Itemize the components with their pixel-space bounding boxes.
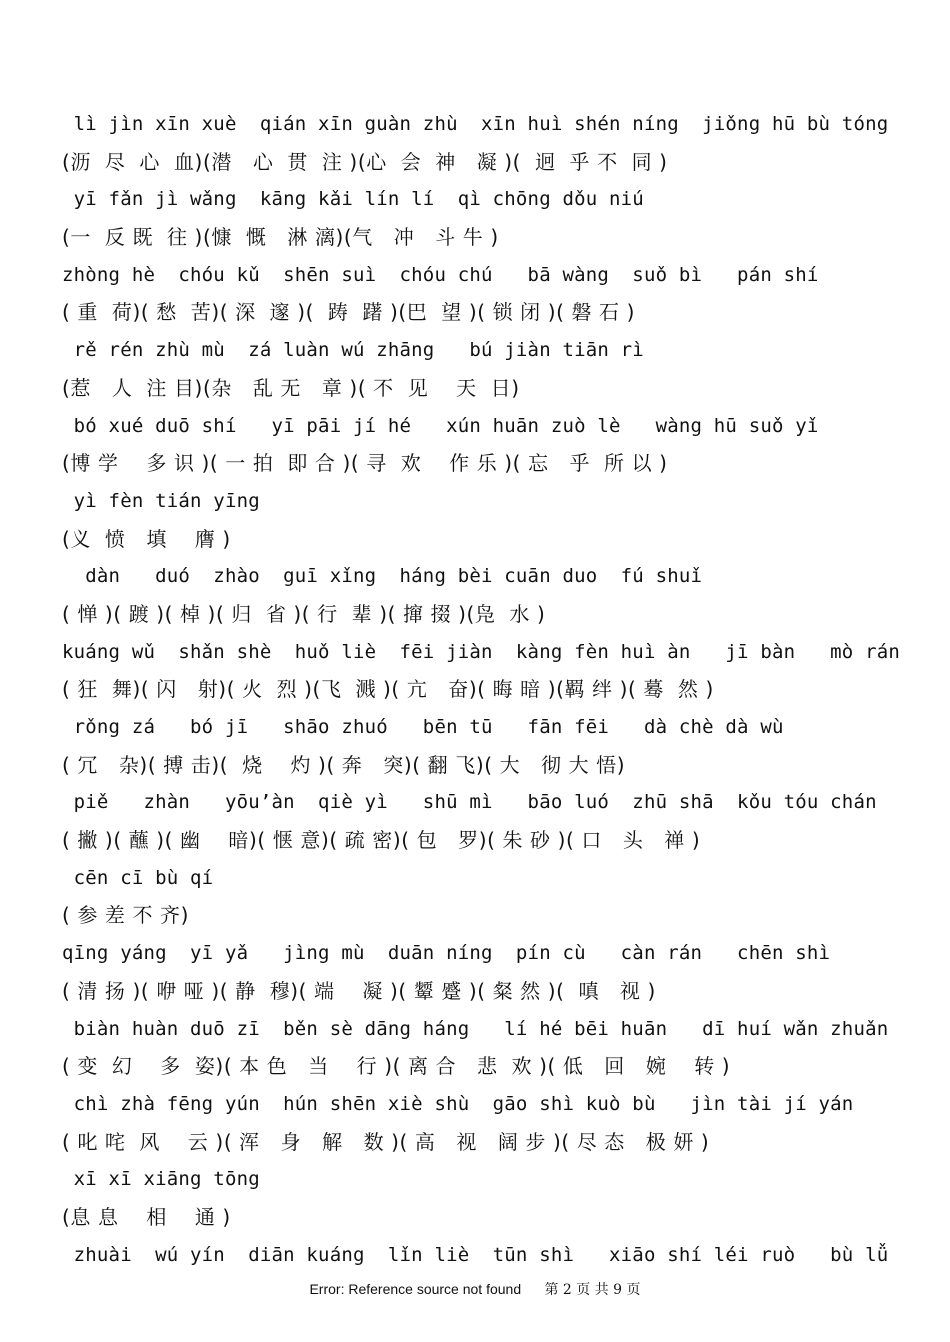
hanzi-line: (惹 人 注 目)(杂 乱 无 章 )( 不 见 天 日) bbox=[62, 375, 520, 400]
pinyin-line: bó xué duō shí yī pāi jí hé xún huān zuò lè wàng hū suǒ yǐ bbox=[62, 414, 819, 437]
pinyin-line: rǒng zá bó jī shāo zhuó bēn tū fān fēi dà chè dà wù bbox=[62, 716, 784, 738]
pinyin-line: dàn duó zhào guī xǐng háng bèi cuān duo fú shuǐ bbox=[62, 565, 703, 588]
hanzi-line: (息 息 相 通 ) bbox=[62, 1204, 231, 1229]
pinyin-line: rě rén zhù mù zá luàn wú zhāng bú jiàn tiān rì bbox=[62, 339, 644, 362]
hanzi-line: (博 学 多 识 )( 一 拍 即 合 )( 寻 欢 作 乐 )( 忘 乎 所 以 ) bbox=[62, 451, 668, 476]
pinyin-line: qīng yáng yī yǎ jìng mù duān níng pín cù càn rán chēn shì bbox=[62, 942, 831, 965]
pinyin-line: piě zhàn yōu’àn qiè yì shū mì bāo luó zhū shā kǒu tóu chán bbox=[62, 791, 877, 814]
hanzi-line: ( 重 荷)( 愁 苦)( 深 邃 )( 踌 躇 )(巴 望 )( 锁 闭 )( 磐 石 ) bbox=[62, 300, 636, 325]
hanzi-line: ( 叱 咤 风 云 )( 浑 身 解 数 )( 高 视 阔 步 )( 尽 态 极 妍 ) bbox=[62, 1129, 710, 1154]
pinyin-line: xī xī xiāng tōng bbox=[62, 1168, 260, 1191]
hanzi-line: ( 清 扬 )( 咿 哑 )( 静 穆)( 端 凝 )( 颦 蹙 )( 粲 然 )( 嗔 视 ) bbox=[62, 978, 656, 1003]
hanzi-line: ( 撇 )( 蘸 )( 幽 暗)( 惬 意)( 疏 密)( 包 罗)( 朱 砂 )( 口 头 禅 ) bbox=[62, 828, 701, 853]
hanzi-line: (一 反 既 往 )(慷 慨 淋 漓)(气 冲 斗 牛 ) bbox=[62, 225, 499, 250]
pinyin-line: yì fèn tián yīng bbox=[62, 489, 260, 512]
page-footer bbox=[0, 1279, 950, 1299]
footer-page-number: 第 2 页 共 9 页 bbox=[544, 1282, 641, 1298]
pinyin-line: yī fǎn jì wǎng kāng kǎi lín lí qì chōng dǒu niú bbox=[62, 188, 644, 211]
pinyin-line: kuáng wǔ shǎn shè huǒ liè fēi jiàn kàng fèn huì àn jī bàn mò rán bbox=[62, 640, 901, 663]
hanzi-line: (沥 尽 心 血)(潜 心 贯 注 )(心 会 神 凝 )( 迥 乎 不 同 ) bbox=[62, 149, 668, 174]
hanzi-line: (义 愤 填 膺 ) bbox=[62, 526, 231, 551]
pinyin-line: cēn cī bù qí bbox=[62, 866, 214, 889]
hanzi-line: ( 惮 )( 踱 )( 棹 )( 归 省 )( 行 辈 )( 撺 掇 )(凫 水 ) bbox=[62, 601, 546, 626]
hanzi-line: ( 狂 舞)( 闪 射)( 火 烈 )(飞 溅 )( 亢 奋)( 晦 暗 )(羁 绊 )( 蓦 然 ) bbox=[62, 677, 714, 702]
footer-error-text: Error: Reference source not found bbox=[309, 1281, 522, 1297]
hanzi-line: ( 变 幻 多 姿)( 本 色 当 行 )( 离 合 悲 欢 )( 低 回 婉 转 ) bbox=[62, 1054, 731, 1079]
hanzi-line: ( 参 差 不 齐) bbox=[62, 903, 190, 928]
pinyin-line: biàn huàn duō zī běn sè dāng háng lí hé bēi huān dī huí wǎn zhuǎn bbox=[62, 1017, 889, 1040]
pinyin-line: zhuài wú yín diān kuáng lǐn liè tūn shì xiāo shí léi ruò bù lǚ bbox=[62, 1243, 889, 1266]
vocabulary-list bbox=[62, 110, 900, 1278]
pinyin-line: zhòng hè chóu kǔ shēn suì chóu chú bā wàng suǒ bì pán shí bbox=[62, 263, 819, 286]
pinyin-line: chì zhà fēng yún hún shēn xiè shù gāo shì kuò bù jìn tài jí yán bbox=[62, 1092, 854, 1115]
pinyin-line: lì jìn xīn xuè qián xīn guàn zhù xīn huì shén níng jiǒng hū bù tóng bbox=[62, 113, 889, 135]
hanzi-line: ( 冗 杂)( 搏 击)( 烧 灼 )( 奔 突)( 翻 飞)( 大 彻 大 悟) bbox=[62, 752, 626, 777]
